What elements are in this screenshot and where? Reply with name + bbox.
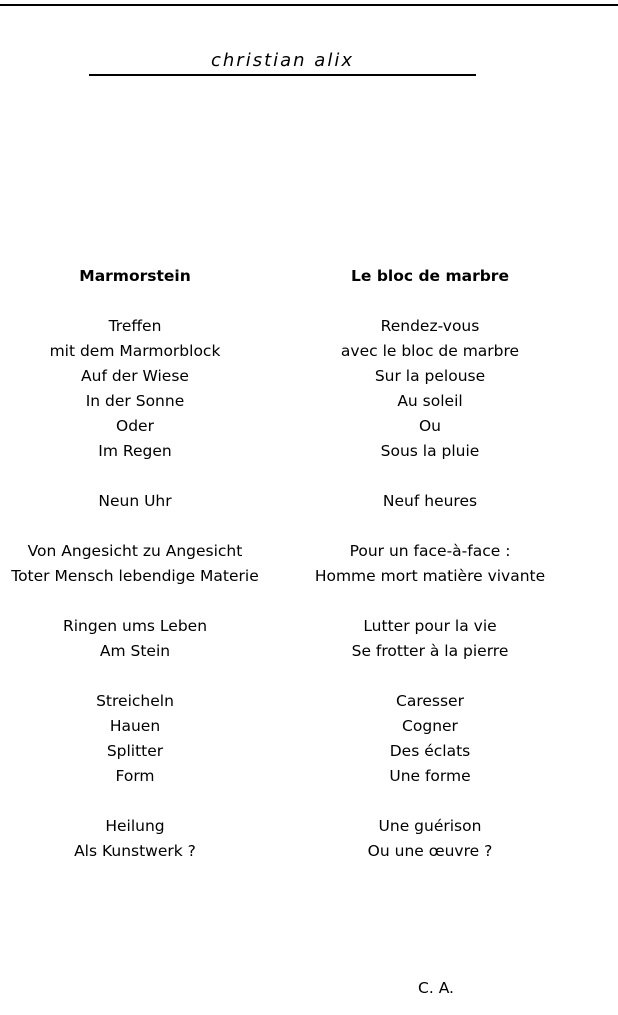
poem-german-line: mit dem Marmorblock [49,342,221,360]
author-name: christian alix [211,50,354,71]
stanza-break [300,664,560,689]
poem-title-german: Marmorstein [79,267,191,285]
poem-german-line: Am Stein [99,642,171,660]
poem-title-french: Le bloc de marbre [351,267,509,285]
stanza-break [300,589,560,614]
stanza-break [0,789,270,814]
poem-german-line: Neun Uhr [98,492,172,510]
stanza-break [300,464,560,489]
top-rule [0,4,618,6]
poem-french-line: Rendez-vous [380,317,480,335]
poem-french-line: avec le bloc de marbre [340,342,520,360]
poem-german-line: Ringen ums Leben [62,617,208,635]
poem-french-line: Ou une œuvre ? [367,842,493,860]
poem-french-line: Sur la pelouse [374,367,486,385]
poem-german-line: Hauen [109,717,161,735]
poem-french-line: Pour un face-à-face : [349,542,511,560]
poem-french-line: Ou [418,417,442,435]
poem-french-line: Neuf heures [382,492,478,510]
stanza-break [300,514,560,539]
poem-french-line: Caresser [396,692,464,710]
poem-german-line: Treffen [108,317,162,335]
stanza-break [300,789,560,814]
poem-lines-french [300,289,560,864]
poem-french-line: Lutter pour la vie [363,617,497,635]
poem-german [0,264,270,864]
stanza-break [0,589,270,614]
poem-french-line: Sous la pluie [380,442,480,460]
poem-german-line: Als Kunstwerk ? [74,842,196,860]
stanza-break [0,514,270,539]
stanza-break [0,464,270,489]
poem-french-line: Des éclats [389,742,471,760]
poem-german-line: Heilung [105,817,165,835]
poem-german-line: Im Regen [98,442,172,460]
poem-french-line: Se frotter à la pierre [351,642,509,660]
poem-french-line: Une forme [389,767,471,785]
author-underline [89,74,476,76]
poem-german-line: Splitter [106,742,164,760]
poem-german-line: Streicheln [96,692,174,710]
poem-french-line: Une guérison [378,817,482,835]
stanza-break [0,664,270,689]
poem-german-line: Auf der Wiese [81,367,189,385]
poem-german-line: Oder [116,417,154,435]
signature: C. A. [418,979,454,997]
stanza-break [300,289,560,314]
poem-german-line: Form [115,767,155,785]
poem-lines-german [0,289,270,864]
poem-german-line: In der Sonne [85,392,185,410]
poem-german-line: Von Angesicht zu Angesicht [27,542,243,560]
poem-french-line: Homme mort matière vivante [314,567,546,585]
poem-german-line: Toter Mensch lebendige Materie [11,567,259,585]
poem-french-line: Au soleil [397,392,463,410]
poem-french-line: Cogner [402,717,458,735]
poem-french [300,264,560,864]
stanza-break [0,289,270,314]
